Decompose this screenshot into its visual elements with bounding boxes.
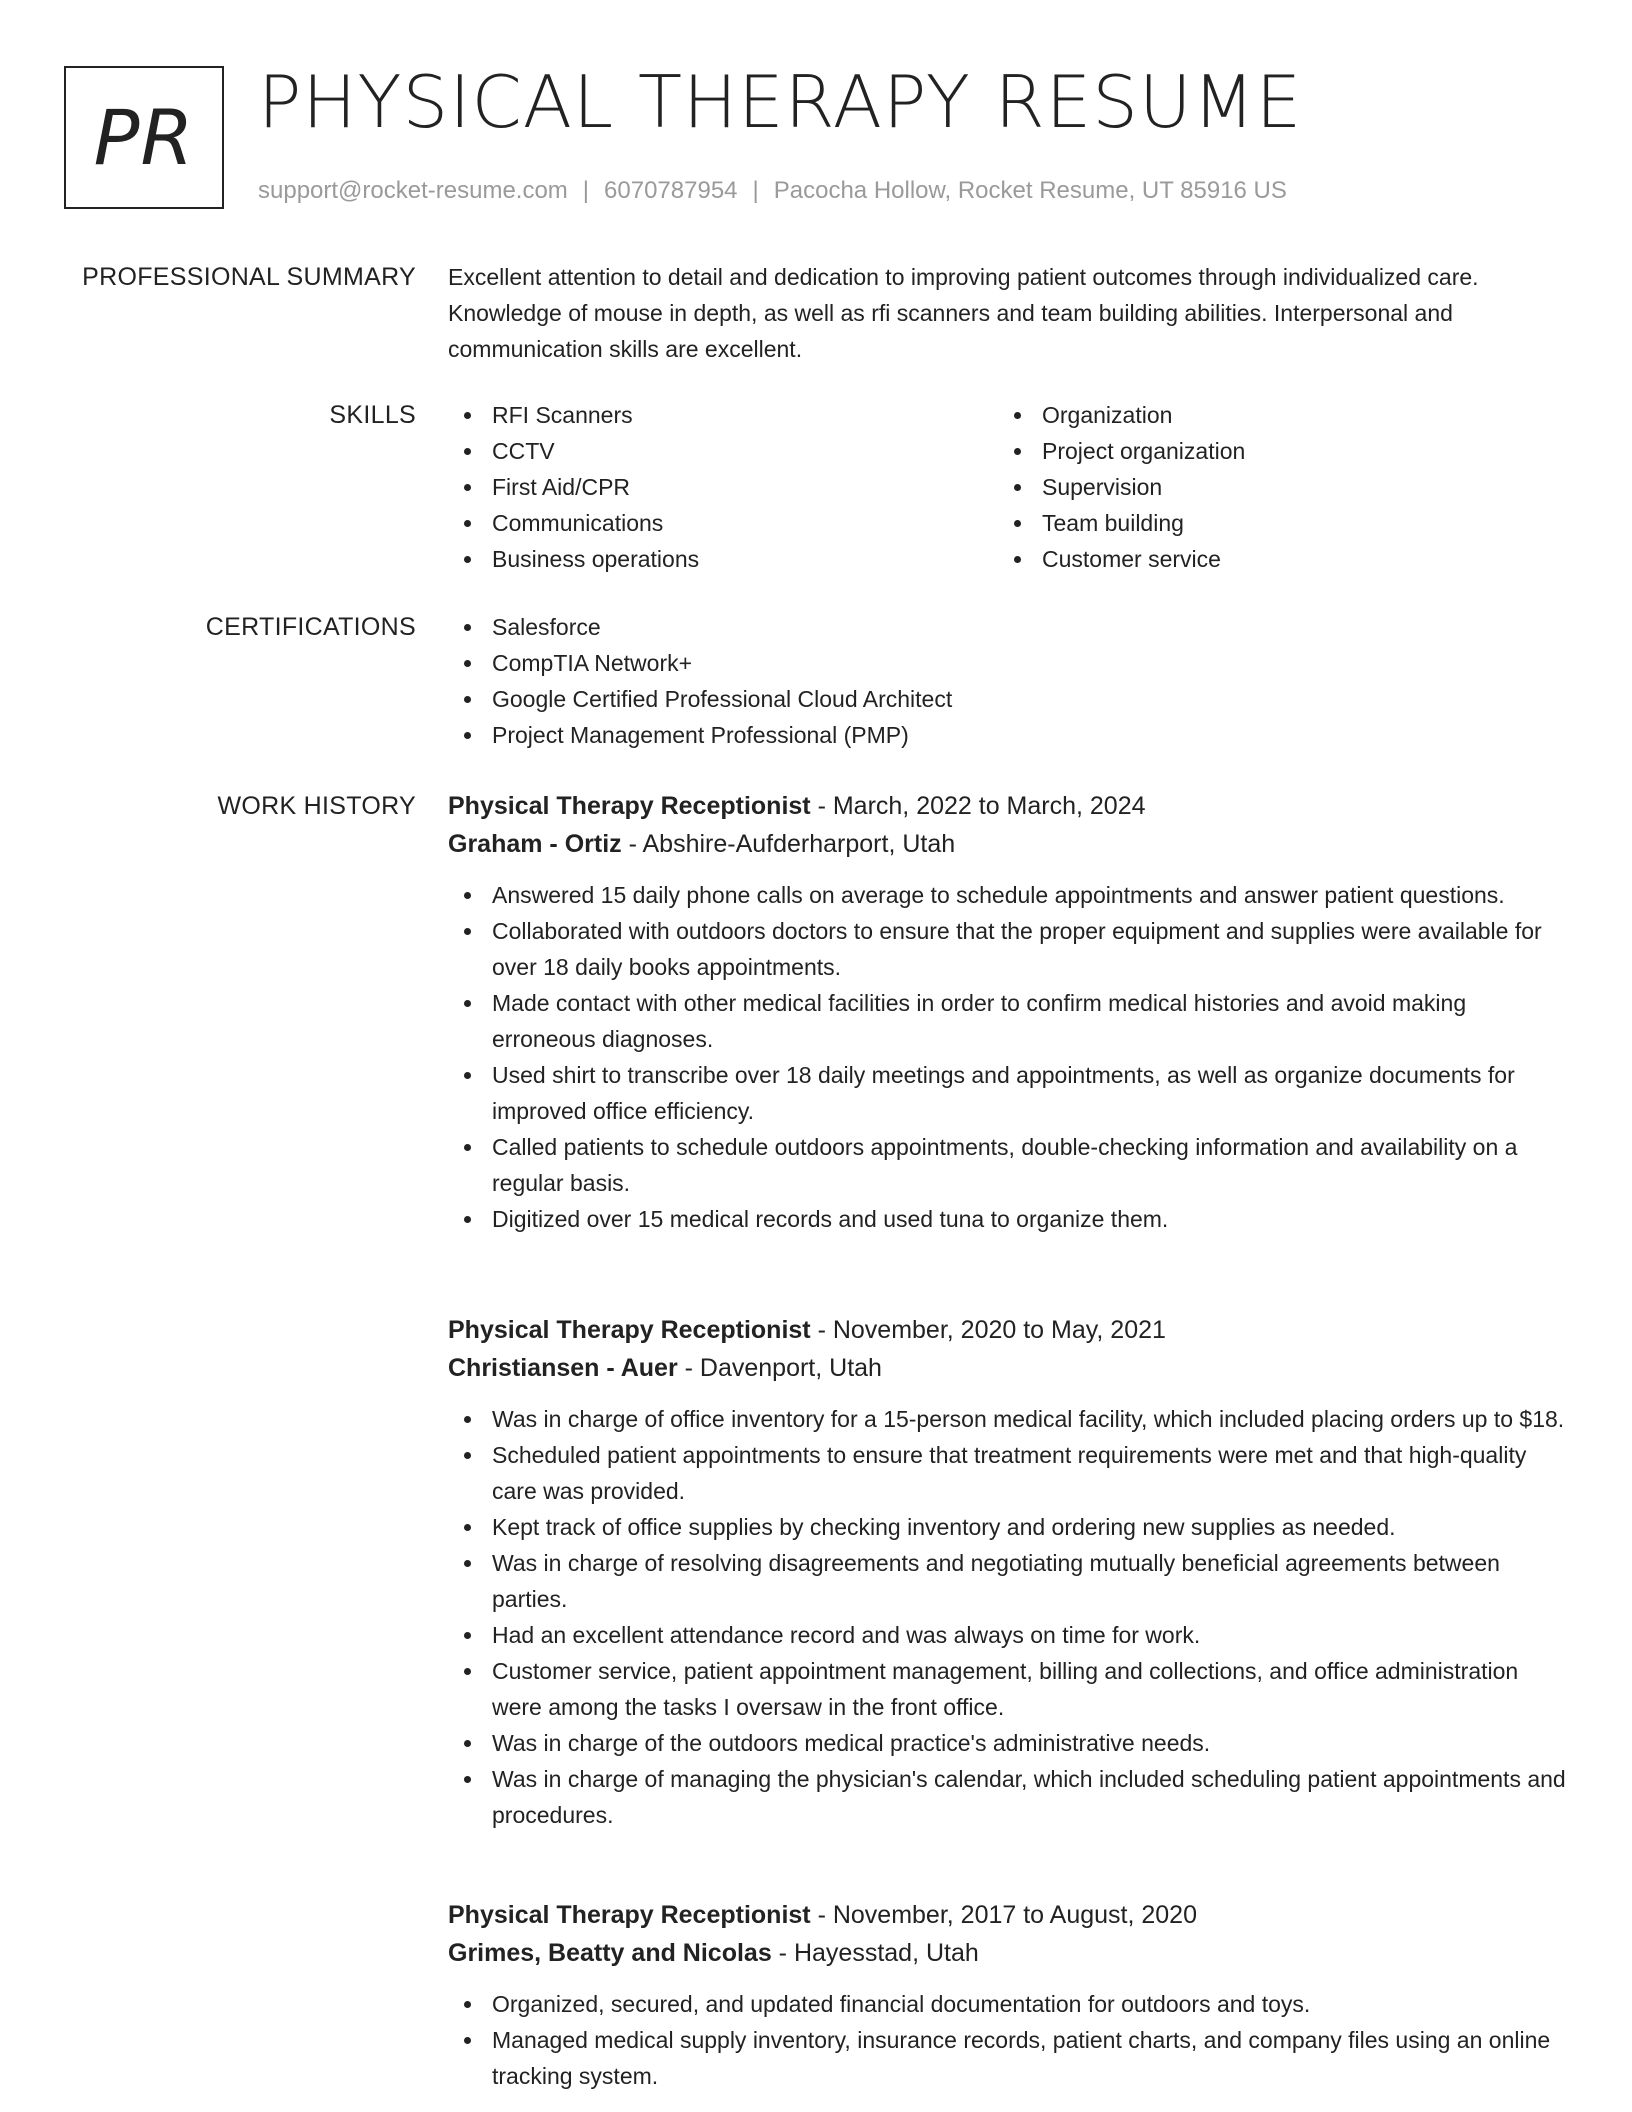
job-entry xyxy=(448,1311,1568,1833)
job-duty: Answered 15 daily phone calls on average to schedule appointments and answer patient questions. xyxy=(448,877,1568,913)
job-duties-list xyxy=(448,1401,1568,1833)
job-title: Physical Therapy Receptionist xyxy=(448,1901,811,1929)
job-company: Christiansen - Auer xyxy=(448,1354,678,1382)
skill-item: Business operations xyxy=(448,541,998,577)
job-company-line xyxy=(448,825,1568,863)
skill-item: Project organization xyxy=(998,433,1548,469)
job-dates: - November, 2020 to May, 2021 xyxy=(810,1316,1166,1344)
job-dates: - November, 2017 to August, 2020 xyxy=(810,1901,1197,1929)
skill-item: CCTV xyxy=(448,433,998,469)
skill-item: Supervision xyxy=(998,469,1548,505)
job-title-line xyxy=(448,787,1568,825)
job-company-line xyxy=(448,1349,1568,1387)
job-title: Physical Therapy Receptionist xyxy=(448,1316,811,1344)
skill-item: Communications xyxy=(448,505,998,541)
skills-list-left xyxy=(448,397,998,577)
job-duties-list xyxy=(448,1986,1568,2094)
resume-title: PHYSICAL THERAPY RESUME xyxy=(258,60,1303,144)
certifications-heading: CERTIFICATIONS xyxy=(205,613,416,641)
job-duty: Kept track of office supplies by checking inventory and ordering new supplies as needed. xyxy=(448,1509,1568,1545)
job-duty: Used shirt to transcribe over 18 daily meetings and appointments, as well as organize documents for improved office efficiency. xyxy=(448,1057,1568,1129)
contact-separator: | xyxy=(582,177,590,204)
job-duty: Managed medical supply inventory, insurance records, patient charts, and company files using an online tracking system. xyxy=(448,2022,1568,2094)
job-location: - Davenport, Utah xyxy=(677,1354,882,1382)
skills-heading: SKILLS xyxy=(329,401,416,429)
contact-line xyxy=(258,176,1287,206)
job-location: - Abshire-Aufderharport, Utah xyxy=(621,830,956,858)
certifications-list xyxy=(448,609,1568,753)
job-company: Graham - Ortiz xyxy=(448,830,622,858)
contact-separator: | xyxy=(752,177,759,204)
job-entry xyxy=(448,787,1568,1237)
job-company-line xyxy=(448,1934,1568,1972)
job-duty: Was in charge of managing the physician's calendar, which included scheduling patient appointments and procedures. xyxy=(448,1761,1568,1833)
job-title-line xyxy=(448,1896,1568,1934)
job-duty: Had an excellent attendance record and was always on time for work. xyxy=(448,1617,1568,1653)
job-title: Physical Therapy Receptionist xyxy=(448,792,811,820)
job-duty: Organized, secured, and updated financial documentation for outdoors and toys. xyxy=(448,1986,1568,2022)
monogram-box xyxy=(64,66,224,209)
contact-address: Pacocha Hollow, Rocket Resume, UT 85916 US xyxy=(773,177,1287,204)
certification-item: Google Certified Professional Cloud Architect xyxy=(448,681,1568,717)
job-duty: Customer service, patient appointment management, billing and collections, and office administration were among the tasks I oversaw in the front office. xyxy=(448,1653,1568,1725)
skill-item: Customer service xyxy=(998,541,1548,577)
certification-item: Project Management Professional (PMP) xyxy=(448,717,1568,753)
job-duty: Scheduled patient appointments to ensure that treatment requirements were met and that high-quality care was provided. xyxy=(448,1437,1568,1509)
job-duty: Made contact with other medical facilities in order to confirm medical histories and avoid making erroneous diagnoses. xyxy=(448,985,1568,1057)
certification-item: CompTIA Network+ xyxy=(448,645,1568,681)
job-dates: - March, 2022 to March, 2024 xyxy=(810,792,1146,820)
contact-phone: 6070787954 xyxy=(604,177,738,204)
job-duty: Digitized over 15 medical records and used tuna to organize them. xyxy=(448,1201,1568,1237)
monogram-initials: PR xyxy=(93,93,195,182)
job-duty: Was in charge of the outdoors medical practice's administrative needs. xyxy=(448,1725,1568,1761)
skill-item: Organization xyxy=(998,397,1548,433)
summary-heading: PROFESSIONAL SUMMARY xyxy=(82,263,416,291)
contact-email: support@rocket-resume.com xyxy=(258,177,568,204)
job-location: - Hayesstad, Utah xyxy=(771,1939,979,1967)
summary-text: Excellent attention to detail and dedication to improving patient outcomes through individualized care. Knowledge of mouse in depth, as well as rfi scanners and team building abilities. Interpersonal and communication skills are excellent. xyxy=(448,264,1479,362)
job-title-line xyxy=(448,1311,1568,1349)
job-duty: Was in charge of office inventory for a 15-person medical facility, which included placing orders up to $18. xyxy=(448,1401,1568,1437)
job-entry xyxy=(448,1896,1568,2094)
skill-item: Team building xyxy=(998,505,1548,541)
skills-columns xyxy=(448,397,1568,577)
job-duty: Called patients to schedule outdoors appointments, double-checking information and availability on a regular basis. xyxy=(448,1129,1568,1201)
skill-item: RFI Scanners xyxy=(448,397,998,433)
skill-item: First Aid/CPR xyxy=(448,469,998,505)
certification-item: Salesforce xyxy=(448,609,1568,645)
job-duty: Was in charge of resolving disagreements and negotiating mutually beneficial agreements between parties. xyxy=(448,1545,1568,1617)
skills-list-right xyxy=(998,397,1548,577)
work-history-heading: WORK HISTORY xyxy=(217,792,416,820)
job-duty: Collaborated with outdoors doctors to ensure that the proper equipment and supplies were available for over 18 daily books appointments. xyxy=(448,913,1568,985)
job-company: Grimes, Beatty and Nicolas xyxy=(448,1939,772,1967)
job-duties-list xyxy=(448,877,1568,1237)
